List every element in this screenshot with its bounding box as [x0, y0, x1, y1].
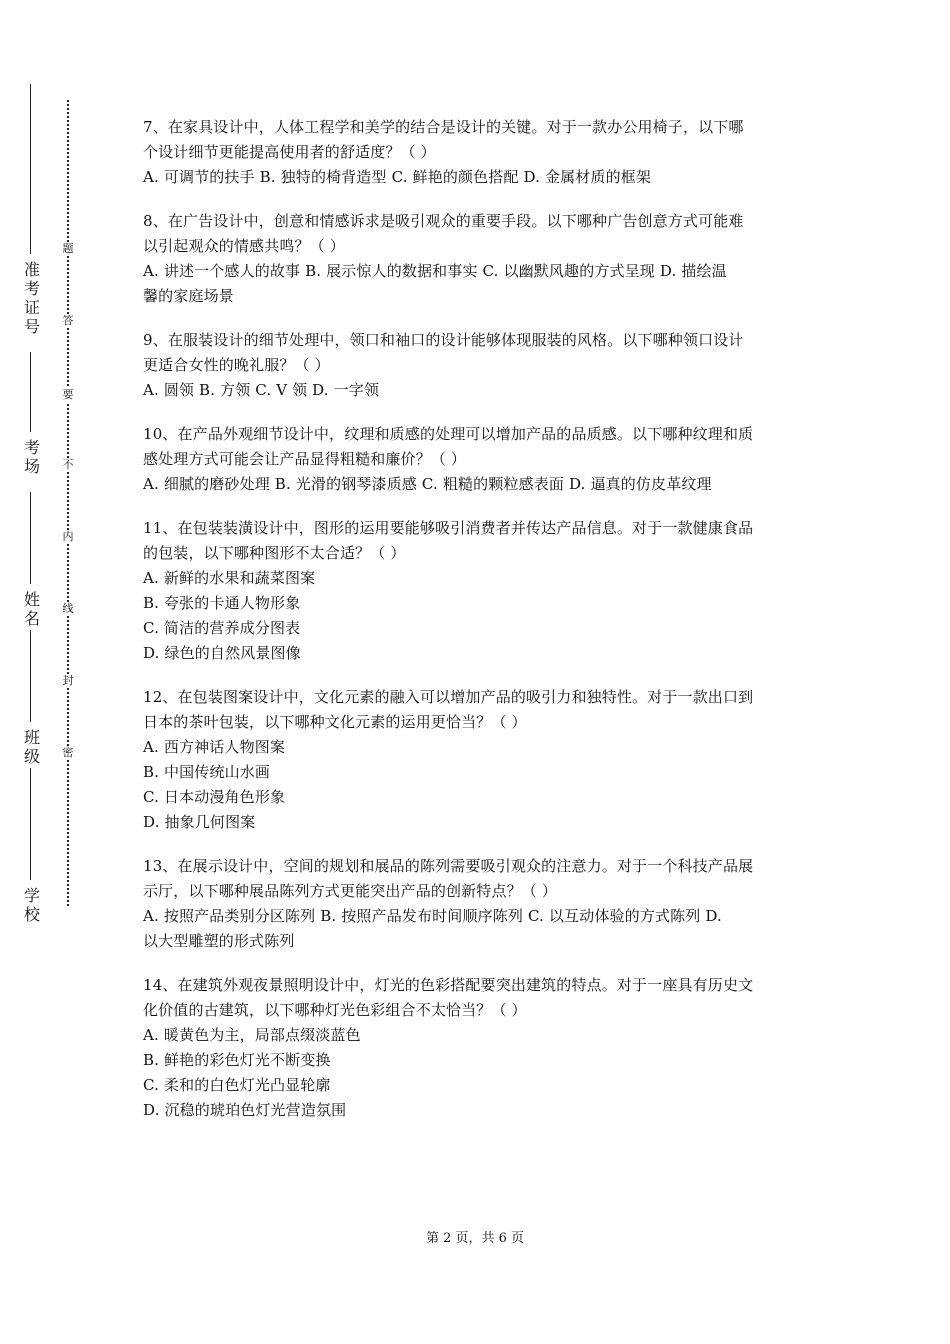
seal-char: 密: [58, 746, 78, 760]
name-label: 姓 名: [23, 590, 40, 628]
question-stem-line: 14、在建筑外观夜景照明设计中，灯光的色彩搭配要突出建筑的特点。对于一座具有历史文: [143, 976, 754, 994]
question-option-b: B. 夸张的卡通人物形象: [143, 594, 301, 612]
school-field: [20, 768, 44, 928]
question-14: [143, 973, 813, 1123]
exam-room-field: [20, 352, 44, 492]
question-option-c: C. 简洁的营养成分图表: [143, 619, 301, 637]
exam-number-label: 准 考 证 号: [23, 260, 40, 336]
question-option-a: A. 新鲜的水果和蔬菜图案: [143, 569, 316, 587]
question-option-d: D. 绿色的自然风景图像: [143, 644, 301, 662]
question-stem-line: 感处理方式可能会让产品显得粗糙和廉价？（ ）: [143, 450, 467, 468]
question-options-line: A. 讲述一个感人的故事 B. 展示惊人的数据和事实 C. 以幽默风趣的方式呈现 D. 描绘温: [143, 262, 727, 280]
question-13: [143, 854, 813, 954]
question-option-a: A. 暖黄色为主，局部点缀淡蓝色: [143, 1026, 361, 1044]
seal-char: 要: [58, 388, 78, 402]
question-option-d: D. 沉稳的琥珀色灯光营造氛围: [143, 1101, 347, 1119]
binding-margin: [0, 0, 110, 1344]
question-option-a: A. 西方神话人物图案: [143, 738, 286, 756]
question-option-b: B. 中国传统山水画: [143, 763, 271, 781]
question-option-d: D. 抽象几何图案: [143, 813, 256, 831]
exam-room-label: 考 场: [23, 438, 40, 476]
question-options-line: A. 可调节的扶手 B. 独特的椅背造型 C. 鲜艳的颜色搭配 D. 金属材质的框架: [143, 168, 652, 186]
seal-notice: [58, 100, 78, 906]
question-options-line: A. 圆领 B. 方领 C. V 领 D. 一字领: [143, 381, 380, 399]
student-info-fields: [20, 84, 44, 930]
school-label: 学 校: [23, 886, 40, 924]
question-stem-line: 8、在广告设计中，创意和情感诉求是吸引观众的重要手段。以下哪种广告创意方式可能难: [143, 212, 744, 230]
exam-number-underline: [30, 84, 31, 254]
question-7: [143, 115, 813, 190]
question-options-line: A. 细腻的磨砂处理 B. 光滑的钢琴漆质感 C. 粗糙的颗粒感表面 D. 逼真的仿皮革纹理: [143, 475, 712, 493]
seal-char: 答: [58, 314, 78, 328]
question-8: [143, 209, 813, 309]
question-10: [143, 422, 813, 497]
question-option-c: C. 柔和的白色灯光凸显轮廓: [143, 1076, 331, 1094]
question-stem-line: 化价值的古建筑，以下哪种灯光色彩组合不太恰当？（ ）: [143, 1001, 527, 1019]
question-12: [143, 685, 813, 835]
question-stem-line: 日本的茶叶包装，以下哪种文化元素的运用更恰当？（ ）: [143, 713, 527, 731]
question-stem-line: 12、在包装图案设计中，文化元素的融入可以增加产品的吸引力和独特性。对于一款出口到: [143, 688, 754, 706]
school-underline: [30, 768, 31, 880]
class-label: 班 级: [23, 728, 40, 766]
question-stem-line: 的包装，以下哪种图形不太合适？（ ）: [143, 544, 406, 562]
question-stem-line: 个设计细节更能提高使用者的舒适度？（ ）: [143, 143, 436, 161]
question-9: [143, 328, 813, 403]
question-options-line: 馨的家庭场景: [143, 287, 234, 305]
question-11: [143, 516, 813, 666]
exam-room-underline: [30, 352, 31, 432]
name-underline: [30, 492, 31, 584]
seal-char: 封: [58, 674, 78, 688]
question-options-line: A. 按照产品类别分区陈列 B. 按照产品发布时间顺序陈列 C. 以互动体验的方式陈列 D.: [143, 907, 722, 925]
seal-char: 内: [58, 530, 78, 544]
page-number: 第 2 页，共 6 页: [425, 1231, 525, 1246]
class-field: [20, 630, 44, 770]
seal-char: 不: [58, 458, 78, 472]
seal-char: 题: [58, 242, 78, 256]
question-stem-line: 示厅，以下哪种展品陈列方式更能突出产品的创新特点？（ ）: [143, 882, 557, 900]
question-option-c: C. 日本动漫角色形象: [143, 788, 286, 806]
question-stem-line: 7、在家具设计中，人体工程学和美学的结合是设计的关键。对于一款办公用椅子，以下哪: [143, 118, 744, 136]
exam-number-field: [20, 84, 44, 336]
question-stem-line: 11、在包装装潢设计中，图形的运用要能够吸引消费者并传达产品信息。对于一款健康食品: [143, 519, 754, 537]
question-option-b: B. 鲜艳的彩色灯光不断变换: [143, 1051, 331, 1069]
name-field: [20, 492, 44, 632]
class-underline: [30, 630, 31, 722]
question-stem-line: 13、在展示设计中，空间的规划和展品的陈列需要吸引观众的注意力。对于一个科技产品展: [143, 857, 754, 875]
question-stem-line: 更适合女性的晚礼服？（ ）: [143, 356, 330, 374]
question-stem-line: 10、在产品外观细节设计中，纹理和质感的处理可以增加产品的品质感。以下哪种纹理和质: [143, 425, 754, 443]
seal-char: 线: [58, 602, 78, 616]
question-options-line: 以大型雕塑的形式陈列: [143, 932, 295, 950]
question-stem-line: 9、在服装设计的细节处理中，领口和袖口的设计能够体现服装的风格。以下哪种领口设计: [143, 331, 744, 349]
question-list: [143, 115, 813, 1142]
question-stem-line: 以引起观众的情感共鸣？（ ）: [143, 237, 345, 255]
